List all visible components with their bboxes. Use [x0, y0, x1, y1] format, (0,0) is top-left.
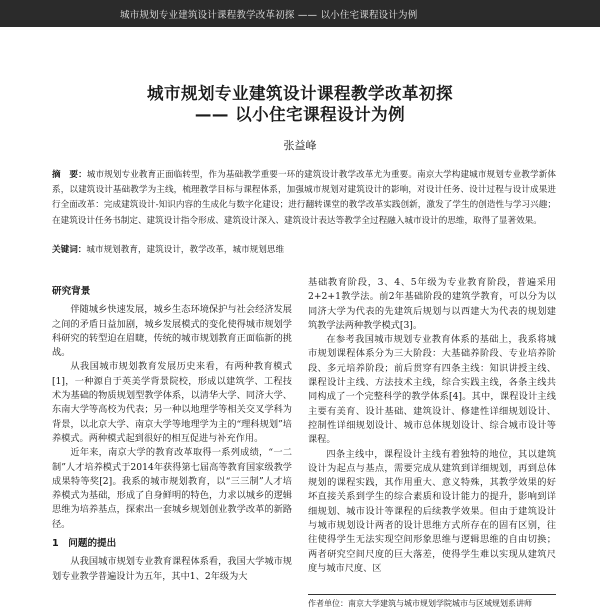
abstract	[52, 168, 556, 229]
abstract-text: 城市规划专业教育正面临转型，作为基础教学重要一环的建筑设计教学改革尤为重要。南京大学构建城市规划专业教学新体系，以建筑设计基础教学为主线，梳理教学目标与课程体系，加强城市规划对建筑设计的影响，对设计任务、设计过程与设计成果进行全面改革：完成建筑设计-知识内容的生成化与数字化建设；进行翻转课堂的教学改革实践创新，激发了学生的创造性与学习兴趣；在建筑设计任务书制定、建筑设计指令形成、建筑设计深入、建筑设计表达等教学全过程融入城市设计的思维，取得了显著效果。	[52, 170, 556, 226]
article-subtitle: —— 以小住宅课程设计为例	[194, 105, 406, 124]
left-column	[52, 285, 292, 584]
right-column	[308, 276, 556, 576]
paragraph: 伴随城乡快速发展，城乡生态环境保护与社会经济发展之间的矛盾日益加剧，城乡发展模式的变化使得城市规划学科研究的转型迫在眉睫，传统的城市规划教育正面临新的挑战。	[52, 304, 292, 359]
footnote-author-affiliation: 作者单位：南京大学建筑与城市规划学院城市与区域规划系讲师	[308, 594, 556, 609]
paragraph: 四条主线中，课程设计主线有着独特的地位，其以建筑设计为起点与基点，需要完成从建筑到详细规划，再到总体规划的课程实践，其作用重大、意义特殊，其教学效果的好坏直接关系到学生的综合素质和设计能力的提升，影响到详细规划、城市设计等课程的后续教学效果。但由于建筑设计与城市规划设计两者的设计思维方式所存在的固有区别，往往使得学生无法实现空间形象思维与逻辑思维的自由切换；两者研究空间尺度的巨大落差，使得学生难以实现从建筑尺度与城市尺度、区	[308, 448, 556, 574]
paragraph: 基础教育阶段，3、4、5年级为专业教育阶段，普遍采用2+2+1教学法。前2年基础阶段的建筑学教育，可以分为以同济大学为代表的先建筑后规划与以西建大为代表的规划建筑教学法两种教学模式[3]。	[308, 277, 556, 331]
article-title: 城市规划专业建筑设计课程教学改革初探	[147, 84, 453, 103]
paragraph: 从我国城市规划专业教育课程体系看，我国大学城市规划专业教学普遍设计为五年，其中1、2年级为大	[52, 556, 292, 582]
keywords-text: 城市规划教育，建筑设计，教学改革，城市规划思维	[86, 245, 285, 255]
section-heading-problem: 1 问题的提出	[52, 538, 117, 550]
header-band	[0, 0, 600, 27]
paragraph: 从我国城市规划教育发展历史来看，有两种教育模式[1]，一种源自于英美学背景院校，形成以建筑学、工程技术为基础的物质规划型教学体系，以清华大学、同济大学、东南大学等高校为代表；另一种以地理学等相关交叉学科为背景，以北京大学、南京大学等地理学为主的“理科规划”培养模式。两种模式起到很好的相互促进与补充作用。	[52, 361, 292, 444]
keywords-label: 关键词：	[52, 245, 87, 255]
paragraph: 近年来，南京大学的教育改革取得一系列成绩，“一二制”人才培养模式于2014年获得第七届高等教育国家级教学成果特等奖[2]。我系的城市规划教育，以“三三制”人才培养模式为基础，形成了自身鲜明的特色，力求以城乡的逻辑思维为培养基点，探索出一套城乡规划创业教学改革的新路径。	[52, 447, 292, 530]
author-name: 张益峰	[283, 139, 317, 152]
section-heading-background: 研究背景	[52, 286, 91, 297]
running-title: 城市规划专业建筑设计课程教学改革初探 —— 以小住宅课程设计为例	[120, 10, 418, 21]
abstract-label: 摘 要：	[52, 170, 87, 180]
keywords	[52, 243, 556, 258]
paragraph: 在参考我国城市规划专业教育体系的基础上，我系将城市规划课程体系分为三大阶段：大基础养阶段、专业培养阶段、多元培养阶段；前后贯穿有四条主线：知识讲授主线、课程设计主线、方法技术主线，综合实践主线，各条主线共同构成了一个完整科学的教学体系[4]。其中，课程设计主线主要有美育、设计基础、建筑设计、修建性详细规划设计、控制性详细规划设计、城市总体规划设计、综合城市设计等课程。	[308, 334, 556, 446]
